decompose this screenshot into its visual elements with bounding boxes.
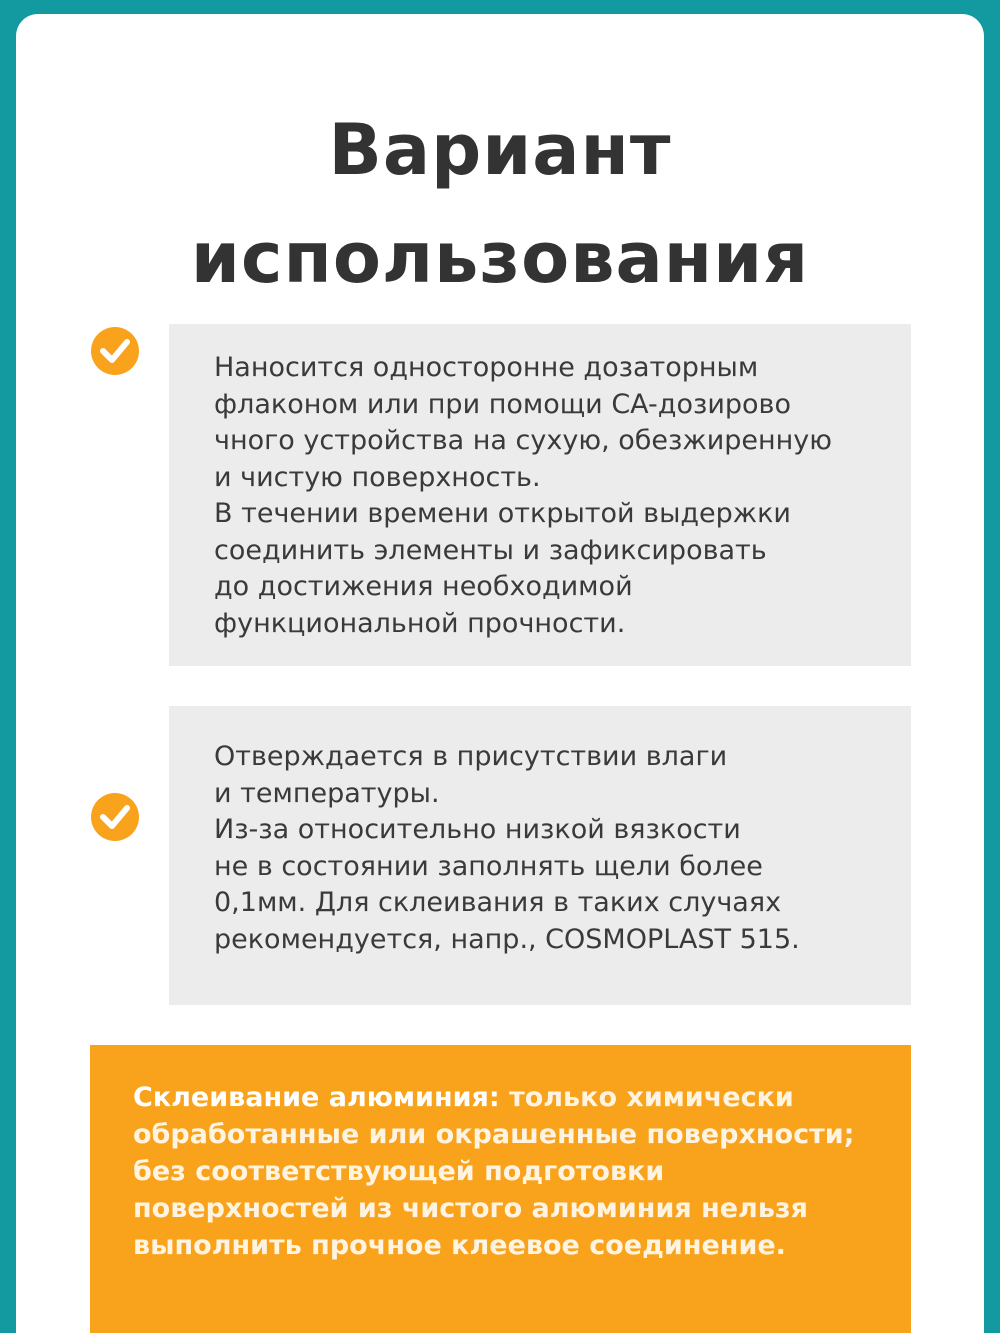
aluminium-note-lead: Склеивание алюминия: — [133, 1082, 500, 1113]
check-circle-icon — [90, 792, 140, 842]
aluminium-note-text — [133, 1079, 891, 1264]
title-line-1: Вариант — [328, 109, 672, 191]
usage-section-1-text: Наносится односторонне дозаторным флаконом или при помощи CA-дозирово чного устройства на сухую, обезжиренную и чистую поверхность. В течении времени открытой выдержки соединить элементы и зафиксировать до достижения необходимой функциональной прочности. — [214, 352, 833, 639]
aluminium-note — [90, 1045, 911, 1333]
page-title — [16, 96, 984, 312]
title-line-2: использования — [190, 217, 810, 299]
aluminium-note-body: только химически обработанные или окрашенные поверхности; без соответствующей подготовки поверхностей из чистого алюминия нельзя выполнить прочное клеевое соединение. — [133, 1082, 855, 1261]
usage-section-2-text: Отверждается в присутствии влаги и температуры. Из-за относительно низкой вязкости не в состоянии заполнять щели более 0,1мм. Для склеивания в таких случаях рекомендуется, напр., COSMOPLAST 515. — [214, 741, 800, 955]
usage-section-2 — [169, 706, 911, 1005]
content-card — [16, 14, 984, 1333]
usage-section-1 — [169, 324, 911, 666]
check-circle-icon — [90, 326, 140, 376]
